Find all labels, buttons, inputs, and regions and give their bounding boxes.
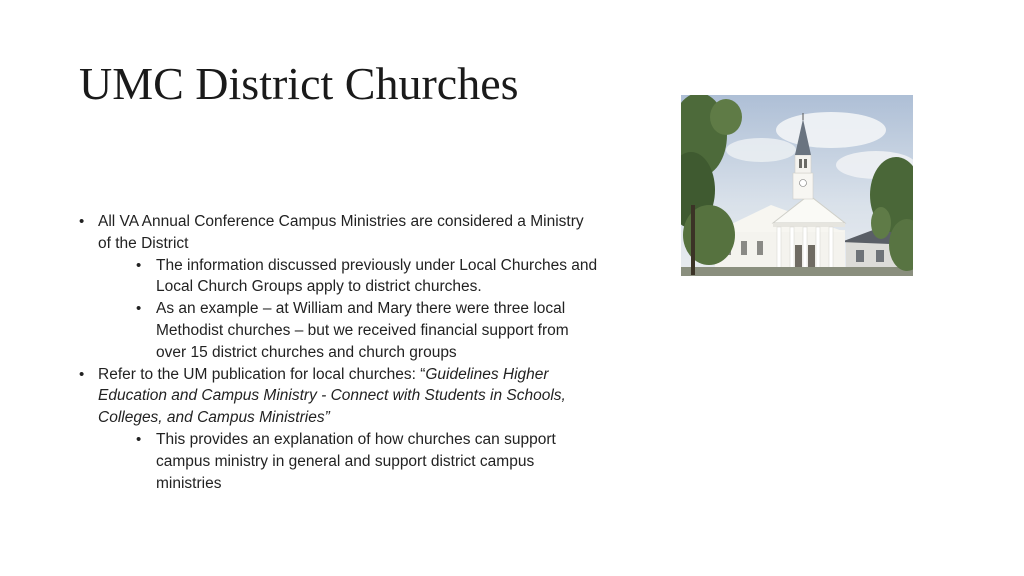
bullet-text-prefix: Refer to the UM publication for local churches: “ — [98, 365, 426, 383]
sub-bullet-item — [136, 298, 599, 363]
sub-bullet-item — [136, 429, 599, 494]
sub-bullet-list — [117, 255, 599, 364]
publication-title: Guidelines Higher Education and Campus Ministry - Connect with Students in Schools, Colleges, and Campus Ministries” — [98, 365, 566, 427]
sub-bullet-text: The information discussed previously under Local Churches and Local Church Groups apply to district churches. — [156, 256, 598, 296]
bullet-item-1 — [79, 211, 599, 364]
sub-bullet-text: As an example – at William and Mary there were three local Methodist churches – but we received financial support from over 15 district churches and church groups — [156, 300, 569, 361]
church-photo — [681, 95, 913, 276]
bullet-item-2 — [79, 364, 599, 495]
bullet-icon: • — [136, 256, 142, 274]
bullet-icon: • — [136, 300, 142, 318]
bullet-icon: • — [79, 213, 85, 230]
slide-body — [79, 211, 599, 494]
slide-title: UMC District Churches — [79, 58, 519, 109]
sub-bullet-text: This provides an explanation of how churches can support campus ministry in general and support district campus ministries — [156, 430, 556, 492]
bullet-icon: • — [79, 365, 85, 383]
sub-bullet-list — [117, 429, 599, 494]
sub-bullet-item — [136, 255, 599, 299]
bullet-icon: • — [136, 430, 142, 448]
bullet-text: All VA Annual Conference Campus Ministries are considered a Ministry of the District — [98, 213, 584, 252]
bullet-list — [79, 211, 599, 494]
